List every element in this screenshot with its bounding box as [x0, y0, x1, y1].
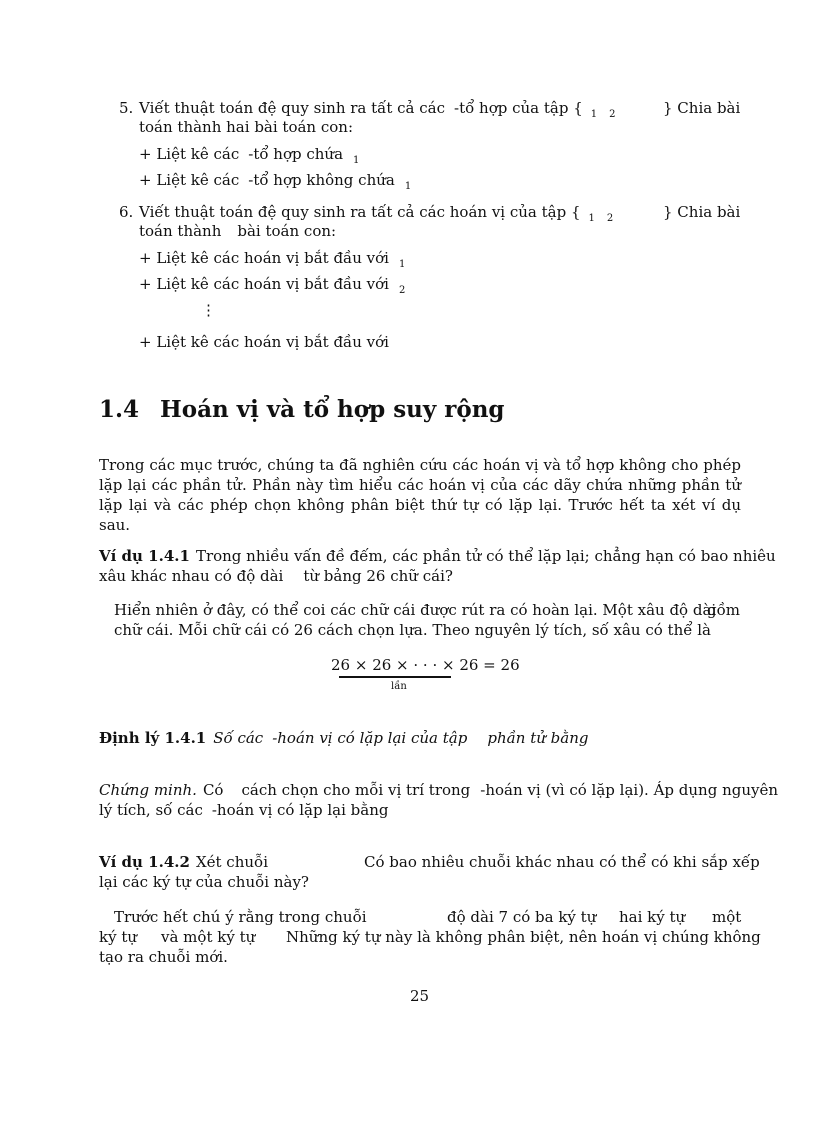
text: -hoán vị có lặp lại của tập	[272, 729, 468, 747]
example-2-para-line-1c: hai ký tự	[619, 908, 686, 926]
text: Xét chuỗi	[195, 853, 268, 871]
example-2-para-line-1b: độ dài 7 có ba ký tự	[447, 908, 597, 926]
example-2-para-line-1a: Trước hết chú ý rằng trong chuỗi	[114, 908, 367, 926]
example-1-solution-line-1	[114, 601, 716, 619]
text: -tổ hợp của tập {	[454, 99, 583, 117]
section-title: Hoán vị và tổ hợp suy rộng	[160, 396, 505, 423]
text: Viết thuật toán đệ quy sinh ra tất cả các hoán vị của tập {	[139, 203, 581, 221]
exercise-6-bullet-3: + Liệt kê các hoán vị bắt đầu với	[139, 333, 389, 351]
example-2-para-line-3: tạo ra chuỗi mới.	[99, 948, 228, 966]
text: + Liệt kê các hoán vị bắt đầu với	[139, 275, 389, 293]
exercise-5-line-2: toán thành hai bài toán con:	[139, 118, 354, 136]
example-2-para-line-1d: một	[712, 908, 742, 926]
example-1-solution-line-2: chữ cái. Mỗi chữ cái có 26 cách chọn lựa. Theo nguyên lý tích, số xâu có thể là	[114, 621, 711, 639]
text: Viết thuật toán đệ quy sinh ra tất cả các	[139, 99, 445, 117]
text: -hoán vị (vì có lặp lại). Áp dụng nguyên	[480, 781, 779, 799]
example-1-solution-word: gồm	[707, 601, 741, 619]
subscript: 1	[588, 213, 595, 224]
example-2-line-1	[99, 853, 268, 871]
text: xâu khác nhau có độ dài	[99, 567, 284, 585]
vertical-dots: ⋮	[201, 301, 216, 319]
text: + Liệt kê các hoán vị bắt đầu với	[139, 249, 389, 267]
exercise-6-number: 6.	[119, 203, 134, 221]
text: -tổ hợp chứa	[248, 145, 344, 163]
formula: 26 × 26 × · · · × 26 = 26	[331, 656, 520, 674]
text: -tổ hợp không chứa	[248, 171, 395, 189]
text: cách chọn cho mỗi vị trí trong	[241, 781, 471, 799]
example-2-para-line-2a: ký tự	[99, 928, 138, 946]
exercise-6-line-1	[139, 203, 613, 224]
exercise-5-bullet-1	[139, 145, 359, 166]
formula-underbrace-label: lần	[391, 681, 407, 692]
intro-paragraph: Trong các mục trước, chúng ta đã nghiên cứu các hoán vị và tổ hợp không cho phép lặp lại các phần tử. Phần này tìm hiểu các hoán vị của các dãy chứa những phần tử lặp lại và các phép chọn không phân biệt thứ tự có lặp lại. Trước hết ta xét ví dụ sau.	[99, 456, 741, 534]
text: -hoán vị có lặp lại bằng	[211, 801, 389, 819]
exercise-5-number: 5.	[119, 99, 134, 117]
exercise-5-bullet-2	[139, 171, 411, 192]
example-2-para-line-2c: Những ký tự này là không phân biệt, nên hoán vị chúng không	[286, 928, 761, 946]
exercise-5-line-1	[139, 99, 616, 120]
subscript: 1	[398, 259, 406, 270]
exercise-6-line-1-end: } Chia bài	[663, 203, 741, 221]
example-1-label: Ví dụ 1.4.1	[99, 547, 190, 565]
text: Có	[202, 781, 224, 799]
text: phần tử bằng	[487, 729, 589, 747]
subscript: 2	[398, 285, 406, 296]
text: toán thành	[139, 222, 222, 240]
subscript: 2	[606, 213, 614, 224]
text: lý tích, số các	[99, 801, 203, 819]
text: bài toán con:	[237, 222, 337, 240]
section-number: 1.4	[99, 396, 140, 423]
exercise-5-line-1-end: } Chia bài	[663, 99, 741, 117]
subscript: 1	[590, 109, 598, 120]
example-2-line-2: lại các ký tự của chuỗi này?	[99, 873, 309, 891]
theorem-label: Định lý 1.4.1	[99, 729, 207, 747]
proof-line-1	[99, 781, 778, 799]
example-1-line-1	[99, 547, 776, 565]
proof-label: Chứng minh.	[99, 781, 197, 799]
text: Trong nhiều vấn đề đếm, các phần tử có thể lặp lại; chẳng hạn có bao nhiêu	[195, 547, 776, 565]
exercise-6-line-2	[139, 222, 336, 240]
text: từ bảng 26 chữ cái?	[303, 567, 453, 585]
exercise-6-bullet-2	[139, 275, 405, 296]
subscript: 1	[404, 181, 412, 192]
text: + Liệt kê các	[139, 171, 240, 189]
theorem	[99, 729, 589, 747]
text: + Liệt kê các	[139, 145, 240, 163]
example-2-label: Ví dụ 1.4.2	[99, 853, 190, 871]
proof-line-2	[99, 801, 388, 819]
exercise-6-bullet-1	[139, 249, 405, 270]
text: Số các	[213, 729, 264, 747]
underbrace	[339, 676, 451, 678]
subscript: 2	[609, 109, 616, 120]
example-1-line-2	[99, 567, 453, 585]
example-2-para-line-2b: và một ký tự	[161, 928, 256, 946]
example-2-line-1-end: Có bao nhiêu chuỗi khác nhau có thể có khi sắp xếp	[364, 853, 760, 871]
page-number: 25	[410, 987, 430, 1005]
text: Hiển nhiên ở đây, có thể coi các chữ cái được rút ra có hoàn lại. Một xâu độ dài	[114, 601, 717, 619]
subscript: 1	[353, 155, 360, 166]
